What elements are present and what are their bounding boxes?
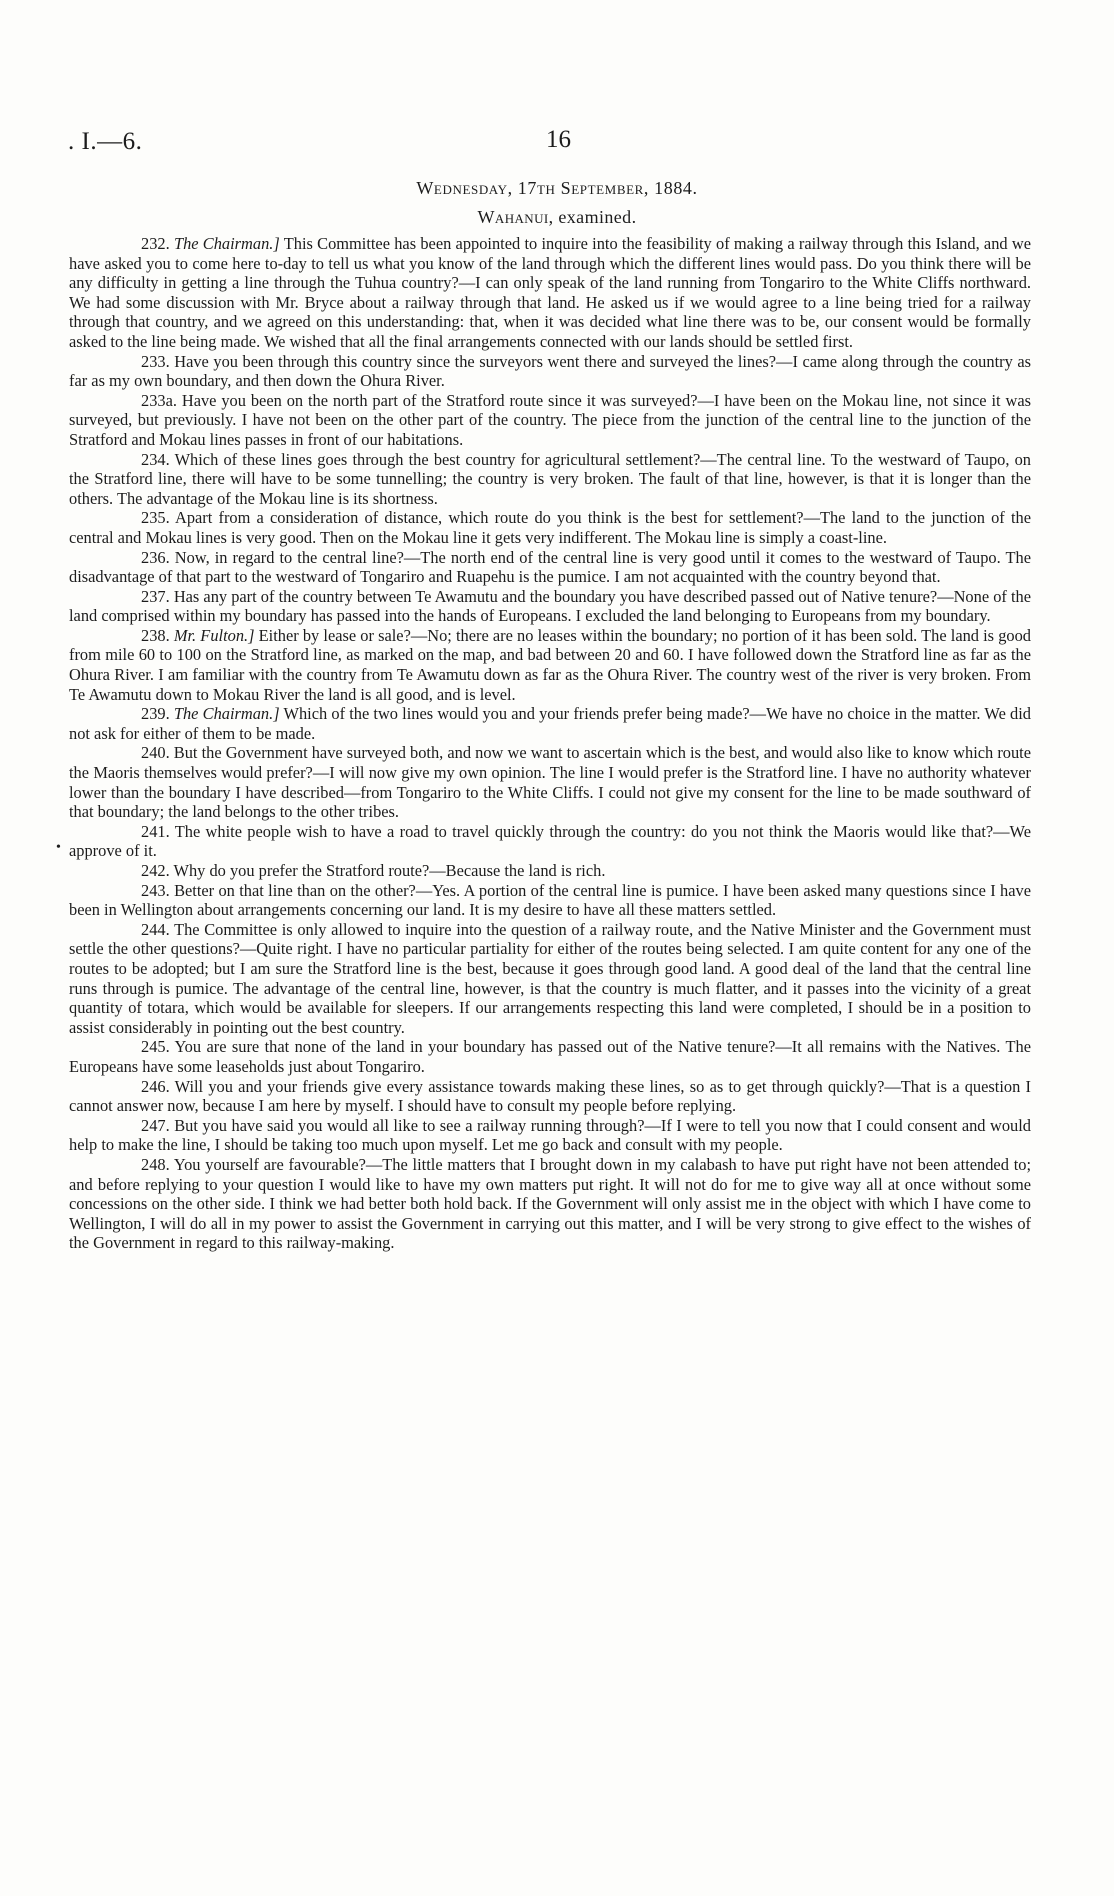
- question-number: 241.: [141, 821, 170, 841]
- question-text: Which of the two lines would you and your friends prefer being made?—We have no choice in the matter. We did not ask for either of them to be made.: [69, 704, 1031, 743]
- question-text: You are sure that none of the land in your boundary has passed out of the Native tenure?—It all remains with the Natives. The Europeans have some leaseholds just about Tongariro.: [69, 1037, 1031, 1076]
- question-text: Either by lease or sale?—No; there are no leases within the boundary; no portion of it has been sold. The land is good from mile 60 to 100 on the Stratford line, as marked on the map, and bad between 20 and 60. I have followed down the Stratford line as far as the Ohura River. I am familiar with the country from Te Awamutu down as far as the Ohura River. The country west of the river is very broken. From Te Awamutu down to Mokau River the land is all good, and is level.: [69, 625, 1031, 704]
- question-text: Have you been through this country since the surveyors went there and surveyed the lines?—I came along through the country as far as my own boundary, and then down the Ohura River.: [69, 351, 1031, 391]
- margin-mark: •: [56, 840, 61, 855]
- question-text: Apart from a consideration of distance, which route do you think is the best for settlement?—The land to the junction of the central and Mokau lines is very good. Then on the Mokau line it gets very indifferent. The Mokau line is simply a coast-line.: [69, 508, 1031, 547]
- question-text: Has any part of the country between Te Awamutu and the boundary you have described passed out of Native tenure?—None of the land comprised within my boundary has passed into the hands of Europeans. I excluded the land belonging to Europeans from my boundary.: [69, 586, 1031, 626]
- question-paragraph: [69, 450, 1031, 509]
- question-number: 242.: [141, 861, 170, 880]
- question-number: 246.: [141, 1076, 170, 1096]
- question-number: 235.: [141, 508, 170, 528]
- question-paragraph: [69, 1037, 1031, 1076]
- question-paragraph: [69, 548, 1031, 587]
- question-text: But the Government have surveyed both, and now we want to ascertain which is the best, and would also like to know which route the Maoris themselves would prefer?—I will now give my own opinion. The line I would prefer is the Stratford line. I have no authority whatever lower than the boundary I have described—from Tongariro to the White Cliffs. I could not give my consent for the line to be made southward of that boundary; the land belongs to the other tribes.: [69, 743, 1031, 822]
- question-number: 238.: [141, 625, 170, 645]
- speaker-label: The Chairman.]: [173, 704, 280, 724]
- question-number: 233a.: [141, 390, 177, 410]
- question-number: 247.: [141, 1115, 170, 1135]
- question-number: 239.: [141, 704, 170, 724]
- question-paragraph: [69, 1116, 1031, 1155]
- session-date: Wednesday, 17th September, 1884.: [416, 178, 698, 198]
- question-number: 243.: [141, 880, 170, 900]
- evidence-body: [69, 234, 1031, 1253]
- question-text: Have you been on the north part of the Stratford route since it was surveyed?—I have been on the Mokau line, not since it was surveyed, but previously. I have not been on the other part of the country. The piece from the junction of the central line to the junction of the Stratford and Mokau lines passes in front of our habitations.: [69, 390, 1031, 449]
- question-text: You yourself are favourable?—The little matters that I brought down in my calabash to have put right have not been attended to; and before replying to your question I would like to have my own matters put right. It will not do for me to give way all at once without some concessions on the other side. I think we had better both hold back. If the Government will only assist me in the object with which I have come to Wellington, I will do all in my power to assist the Government in carrying out this matter, and I will be very strong to give effect to the wishes of the Government in regard to this railway-making.: [69, 1154, 1031, 1253]
- question-number: 245.: [141, 1037, 170, 1057]
- question-paragraph: [69, 861, 1031, 881]
- question-paragraph: [69, 391, 1031, 450]
- question-paragraph: [69, 822, 1031, 861]
- question-paragraph: [69, 1155, 1031, 1253]
- question-text: Now, in regard to the central line?—The north end of the central line is very good until it comes to the westward of Taupo. The disadvantage of that part to the westward of Tongariro and Ruapehu is the pumice. I am not acquainted with the country beyond that.: [69, 547, 1031, 587]
- speaker-label: Mr. Fulton.]: [173, 625, 255, 645]
- question-paragraph: [69, 626, 1031, 704]
- question-number: 240.: [141, 743, 170, 763]
- question-text: But you have said you would all like to see a railway running through?—If I were to tell you now that I could consent and would help to make the line, I should be taking too much upon myself. Let me go back and consult with my people.: [69, 1115, 1031, 1155]
- question-number: 233.: [141, 351, 170, 371]
- question-number: 248.: [141, 1154, 170, 1174]
- question-paragraph: [69, 704, 1031, 743]
- question-text: Better on that line than on the other?—Yes. A portion of the central line is pumice. I have been asked many questions since I have been in Wellington about arrangements concerning our land. It is my desire to have all these matters settled.: [69, 880, 1031, 920]
- question-paragraph: [69, 352, 1031, 391]
- question-text: Why do you prefer the Stratford route?—Because the land is rich.: [173, 861, 606, 880]
- page-number: 16: [546, 126, 571, 153]
- witness-heading: [0, 207, 1114, 228]
- question-text: The Committee is only allowed to inquire into the question of a railway route, and the Native Minister and the Government must settle the other questions?—Quite right. I have no particular partiality for either of the routes being selected. I am quite content for any one of the routes to be adopted; but I am sure the Stratford line is the best, because it goes through good land. A good deal of the land that the central line runs through is pumice. The advantage of the central line, however, is that the country is much flatter, and it passes into the vicinity of a great quantity of totara, which would be available for sleepers. If our arrangements respecting this land were completed, I should be in a position to assist considerably in pointing out the best country.: [69, 919, 1031, 1037]
- question-paragraph: [69, 234, 1031, 352]
- question-paragraph: [69, 508, 1031, 547]
- speaker-label: The Chairman.]: [173, 234, 280, 253]
- question-text: Which of these lines goes through the best country for agricultural settlement?—The central line. To the westward of Taupo, on the Stratford line, there will have to be some tunnelling; the country is very broken. The fault of that line, however, is that it is longer than the others. The advantage of the Mokau line is its shortness.: [69, 449, 1031, 508]
- question-text: This Committee has been appointed to inquire into the feasibility of making a railway through this Island, and we have asked you to come here to-day to tell us what you know of the land through which the different lines would pass. Do you think there will be any difficulty in getting a line through the Tuhua country?—I can only speak of the land running from Tongariro to the White Cliffs northward. We had some discussion with Mr. Bryce about a railway through that land. He asked us if we would agree to a line being tried for a railway through that country, and we agreed on this understanding: that, when it was decided what line there was to be, our consent would be formally asked to the line being made. We wished that all the final arrangements connected with our lands should be settled first.: [69, 234, 1031, 351]
- question-number: 232.: [141, 234, 170, 253]
- question-number: 234.: [141, 449, 170, 469]
- question-text: Will you and your friends give every assistance towards making these lines, so as to get through quickly?—That is a question I cannot answer now, because I am here by myself. I should have to consult my people before replying.: [69, 1076, 1031, 1116]
- question-text: The white people wish to have a road to travel quickly through the country: do you not think the Maoris would like that?—We approve of it.: [69, 821, 1031, 861]
- question-number: 237.: [141, 586, 170, 606]
- question-paragraph: [69, 920, 1031, 1038]
- question-paragraph: [69, 1077, 1031, 1116]
- witness-name: Wahanui: [477, 207, 549, 227]
- question-paragraph: [69, 743, 1031, 821]
- question-number: 236.: [141, 547, 170, 567]
- question-number: 244.: [141, 919, 170, 939]
- witness-suffix: , examined.: [548, 207, 637, 227]
- paper-reference: . I.—6.: [68, 128, 143, 155]
- question-paragraph: [69, 881, 1031, 920]
- question-paragraph: [69, 587, 1031, 626]
